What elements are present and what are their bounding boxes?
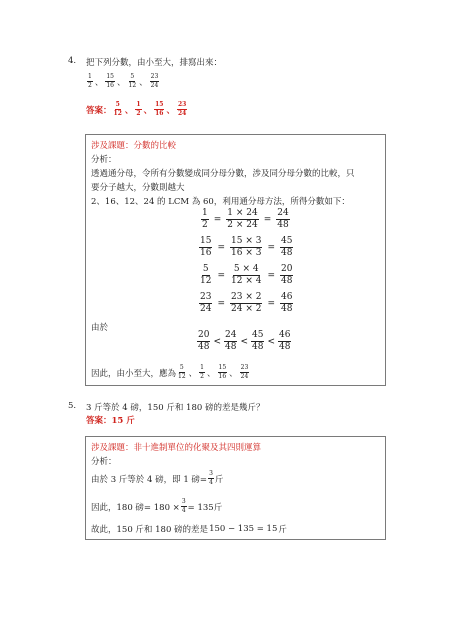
q4-analysis-line3: 2、16、12、24 的 LCM 為 60，利用通分母方法，所得分數如下：: [91, 197, 350, 207]
q4-topic: 涉及課題：分數的比較: [91, 141, 177, 151]
q4-list-frac-4: $\frac{23}{24}$: [150, 73, 159, 89]
q5-number: 5.: [68, 401, 77, 411]
q4-answer-frac-3: $\frac{15}{16}$: [155, 101, 164, 117]
q5-line2: 因此，180 磅= 180 × $\frac{3}{4}$ = 135斤: [91, 498, 223, 514]
q4-analysis-line1: 透過通分母，令所有分數變成同分母分數，涉及同分母分數的比較，只: [91, 169, 355, 179]
q4-conclusion: 因此，由小至大，應為 $\frac{5}{12}$ 、 $\frac{1}{2}$ 、 $\frac{15}{16}$ 、 $\frac{23}{24}$: [91, 364, 249, 380]
q4-since-label: 由於: [91, 323, 109, 333]
q4-equation-2: $\frac{15}{16}$ = $\frac{15 \times 3}{16 \times 3}$ = $\frac{45}{48}$: [200, 236, 293, 258]
q5-answer: [86, 414, 135, 426]
q5-answer-label: 答案：: [86, 416, 112, 426]
q4-answer-frac-1: $\frac{5}{12}$: [113, 101, 122, 117]
q4-answer: 答案： $\frac{5}{12}$ 、 $\frac{1}{2}$ 、 $\frac{15}{16}$ 、 $\frac{23}{24}$: [86, 101, 187, 117]
q5-topic: 涉及課題：非十進制單位的化聚及其四則運算: [91, 443, 262, 453]
q5-explanation-box: [85, 436, 386, 540]
q4-equation-1: $\frac{1}{2}$ = $\frac{1 \times 24}{2 \times 24}$ = $\frac{24}{48}$: [202, 208, 289, 230]
q4-list-frac-2: $\frac{15}{16}$: [106, 73, 114, 89]
q5-line1: 由於 3 斤等於 4 磅，即 1 磅= $\frac{3}{4}$ 斤: [91, 470, 224, 486]
q4-equation-4: $\frac{23}{24}$ = $\frac{23 \times 2}{24 \times 2}$ = $\frac{46}{48}$: [200, 292, 293, 314]
q4-fraction-list: $\frac{1}{2}$ 、 $\frac{15}{16}$ 、 $\frac{5}{12}$ 、 $\frac{23}{24}$: [88, 73, 159, 89]
q4-list-frac-1: $\frac{1}{2}$: [88, 73, 92, 89]
q4-question: 把下列分數，由小至大，排寫出來：: [86, 58, 223, 68]
q4-answer-frac-4: $\frac{23}{24}$: [177, 101, 187, 117]
q4-equation-3: $\frac{5}{12}$ = $\frac{5 \times 4}{12 \times 4}$ = $\frac{20}{48}$: [200, 264, 293, 286]
q4-comparison: $\frac{20}{48}$ < $\frac{24}{48}$ < $\frac{45}{48}$ < $\frac{46}{48}$: [198, 330, 291, 352]
q4-answer-label: 答案：: [86, 105, 112, 116]
q4-explanation-box: [85, 134, 386, 386]
q4-analysis-label: 分析：: [91, 155, 117, 165]
q5-question: 3 斤等於 4 磅，150 斤和 180 磅的差是幾斤？: [86, 403, 265, 413]
q4-number: 4.: [68, 56, 77, 66]
q4-analysis-line2: 要分子越大，分數則越大: [91, 183, 185, 193]
q5-answer-value: 15 斤: [111, 416, 135, 426]
q5-line3: 故此，150 斤和 180 磅的差是 150 − 135 = 15 斤: [91, 524, 287, 535]
q4-answer-frac-2: $\frac{1}{2}$: [136, 101, 141, 117]
q5-analysis-label: 分析：: [91, 457, 117, 467]
q4-list-frac-3: $\frac{5}{12}$: [128, 73, 137, 89]
